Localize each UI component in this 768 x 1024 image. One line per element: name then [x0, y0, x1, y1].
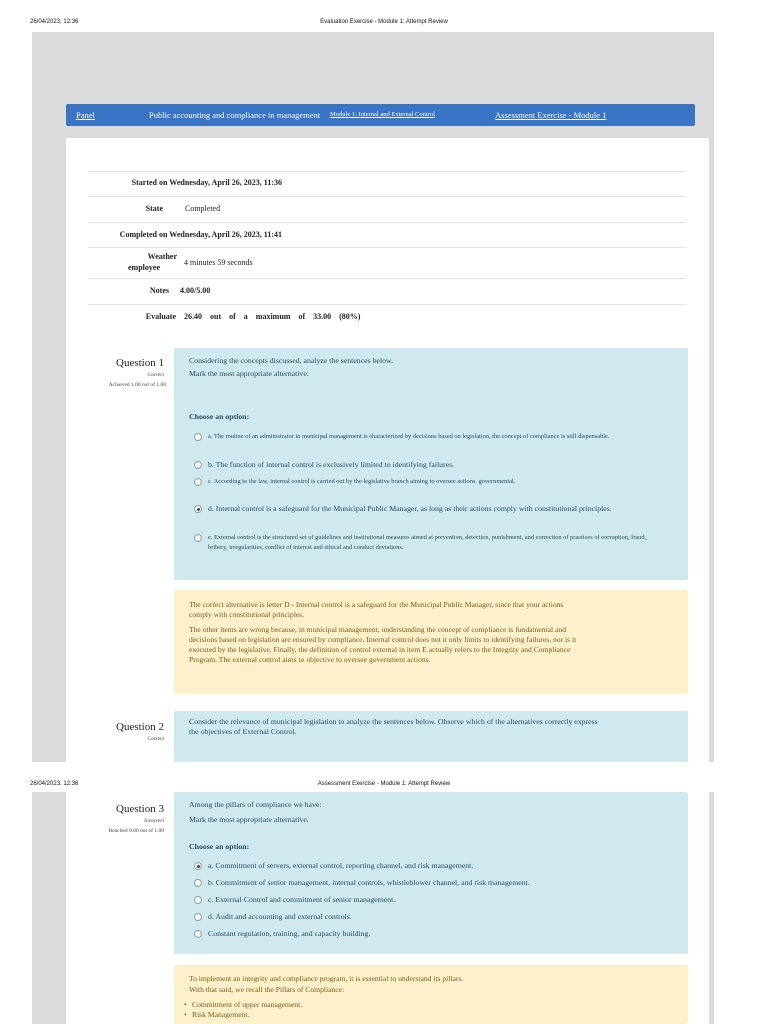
time-label-line1: Weather: [147, 252, 177, 261]
print-timestamp: 26/04/2023, 12:36: [30, 19, 79, 25]
question-1-option-b[interactable]: b. The function of internal control is exclusively limited to identifying failures.: [194, 460, 648, 470]
print-timestamp-2: 26/04/2023, 12:36: [30, 781, 79, 787]
question-1-box: [174, 348, 688, 580]
question-1-option-a[interactable]: a. The routine of an administrator in municipal management is characterized by decisions based on legislation, the concept of compliance is still dispensable.: [194, 432, 648, 442]
question-2-title: Question 2: [116, 721, 164, 733]
question-3-text-2: Mark the most appropriate alternative.: [189, 815, 309, 824]
breadcrumb-panel[interactable]: Panel: [76, 110, 95, 120]
question-1-state: Correct: [147, 372, 164, 378]
question-1-title: Question 1: [116, 357, 164, 369]
radio-icon[interactable]: [194, 879, 202, 887]
question-3-bullet-2: • Risk Management.: [192, 1010, 249, 1019]
question-2-box: [174, 711, 688, 762]
question-3-choose: Choose an option:: [189, 842, 250, 851]
question-1-text-1: Considering the concepts discussed, analyze the sentences below.: [189, 356, 394, 365]
print-title: Evaluation Exercise - Module 1: Attempt Review: [320, 19, 448, 25]
breadcrumb-module[interactable]: Module 1: Internal and External Control: [330, 111, 435, 118]
question-3-option-d[interactable]: d. Audit and accounting and external controls.: [194, 912, 648, 922]
radio-icon[interactable]: [194, 534, 202, 542]
question-3-feedback-1: To implement an integrity and compliance program, it is essential to understand its pillars.: [189, 974, 464, 983]
state-label: State: [145, 204, 163, 213]
breadcrumb: [66, 104, 695, 126]
radio-selected-icon[interactable]: [194, 862, 202, 870]
notes-value: 4.00/5.00: [180, 286, 211, 295]
state-value: Completed: [185, 204, 221, 213]
question-3-feedback: [174, 965, 688, 1024]
question-1-option-c[interactable]: c. According to the law, internal control is carried out by the legislative branch aiming to oversee actions. governmental.: [194, 477, 648, 487]
time-label-line2: employee: [128, 263, 160, 272]
question-3-state: Incorrect: [144, 818, 164, 824]
question-1-feedback: [174, 590, 688, 694]
radio-icon[interactable]: [194, 478, 202, 486]
question-1-feedback-1: The correct alternative is letter D - Internal control is a safeguard for the Municipal Public Manager, since that your actions comply with constitutional principles.: [189, 600, 564, 619]
radio-icon[interactable]: [194, 930, 202, 938]
breadcrumb-course[interactable]: Public accounting and compliance in management: [149, 110, 321, 120]
question-1-choose: Choose an option:: [189, 412, 250, 421]
question-2-state: Correct: [147, 736, 164, 742]
question-3-box: [174, 792, 688, 954]
radio-icon[interactable]: [194, 913, 202, 921]
question-1-feedback-2: The other items are wrong because, in municipal management, understanding the concept of compliance is fundamental and decisions based on legislation are ensured by compliance. Internal control does not it only limits to identifying failures, nor is it executed by the legislative. Finally, the definition of control external in item E actually refers to the Integrity and Compliance Program. The external control aims to objective to oversee government actions.: [189, 625, 577, 664]
question-1-option-d[interactable]: d. Internal control is a safeguard for the Municipal Public Manager, as long as their actions comply with constitutional principles.: [194, 504, 648, 514]
radio-icon[interactable]: [194, 896, 202, 904]
question-3-title: Question 3: [116, 803, 164, 815]
question-1-info: [66, 357, 164, 388]
completed-on-label: Completed on Wednesday, April 26, 2023, 11:41: [119, 230, 282, 239]
question-3-text-1: Among the pillars of compliance we have:: [189, 800, 322, 809]
print-header-2: [0, 778, 768, 790]
question-2-text: Consider the relevance of municipal legislation to analyze the sentences below. Observe which of the alternatives correctly express the objectives of External Control.: [189, 717, 598, 736]
question-3-info: [66, 803, 164, 834]
question-3-option-e[interactable]: Constant regulation, training, and capacity building.: [194, 929, 648, 939]
started-on-label: Started on Wednesday, April 26, 2023, 11:36: [131, 178, 282, 187]
question-1-grade: Achieved 1.00 out of 1.00: [108, 382, 166, 388]
question-1-option-e[interactable]: e. External control is the structured set of guidelines and institutional measures aimed at prevention, detection, punishment, and correction of practices of corruption, fraud, bribery, irregularities, conflict of interest and ethical and conduct deviations.: [194, 533, 648, 552]
radio-selected-icon[interactable]: [194, 505, 202, 513]
radio-icon[interactable]: [194, 461, 202, 469]
time-value: 4 minutes 59 seconds: [184, 258, 253, 267]
question-1-text-2: Mark the most appropriate alternative:: [189, 369, 309, 378]
question-2-info: [66, 721, 164, 742]
question-3-grade: Reached 0.00 out of 1.00: [108, 828, 164, 834]
question-3-bullet-1: • Commitment of upper management.: [192, 1000, 302, 1009]
evaluate-value: 26.40 out of a maximum of 33.00 (80%): [184, 312, 361, 321]
breadcrumb-exercise[interactable]: Assessment Exercise - Module 1: [495, 110, 607, 120]
print-title-2: Assessment Exercise - Module 1: Attempt Review: [317, 781, 451, 787]
question-3-feedback-2: With that said, we recall the Pillars of Compliance:: [189, 985, 345, 994]
notes-label: Notes: [149, 286, 169, 295]
question-3-option-b[interactable]: b. Commitment of senior management, internal controls, whistleblower channel, and risk management.: [194, 878, 648, 888]
question-3-option-c[interactable]: c. External Control and commitment of senior management.: [194, 895, 648, 905]
print-header: [0, 16, 768, 28]
question-3-option-a[interactable]: a. Commitment of servers, external control, reporting channel, and risk management.: [194, 861, 648, 871]
radio-icon[interactable]: [194, 433, 202, 441]
evaluate-label: Evaluate: [145, 312, 176, 321]
